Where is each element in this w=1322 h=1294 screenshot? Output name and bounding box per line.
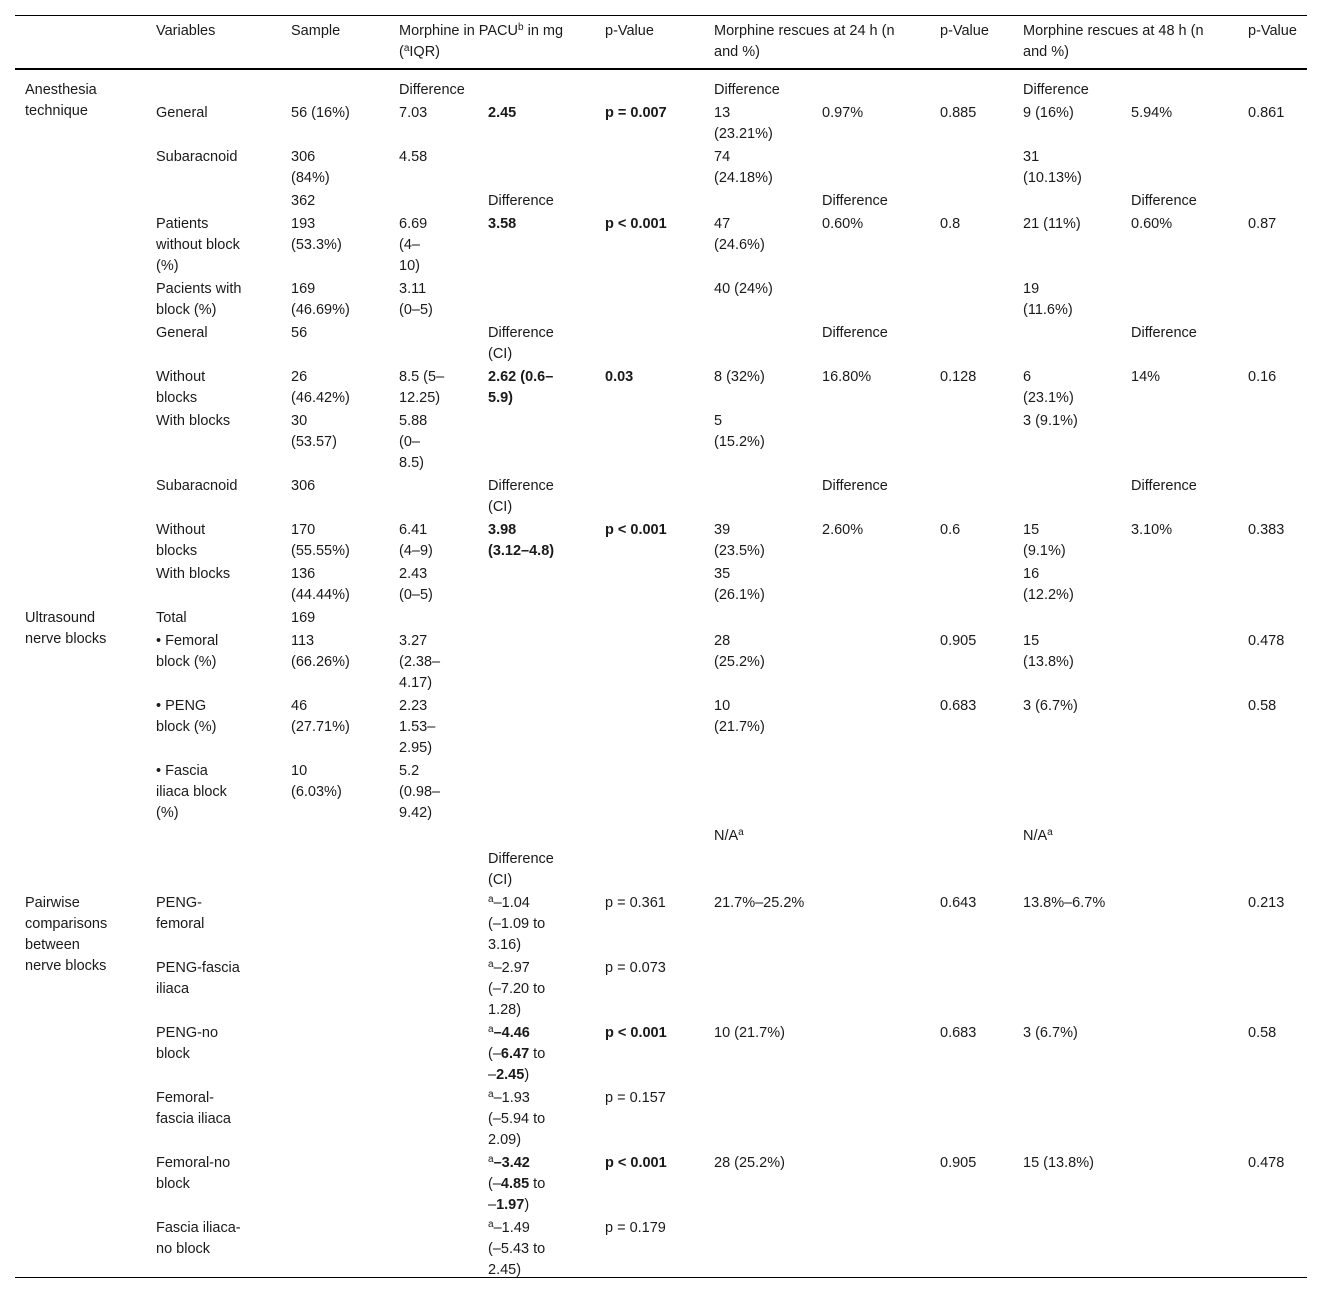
table-cell: Difference	[1131, 478, 1197, 494]
table-cell: $^a$–3.42 (–4.85 to –1.97)	[488, 1154, 546, 1213]
bold-text: 3.98 (3.12–4.8)	[488, 522, 555, 559]
table-cell: Difference	[822, 478, 888, 494]
table-cell: Difference	[822, 193, 888, 209]
row-label: Total	[156, 610, 187, 626]
row-label: Fascia iliaca- no block	[156, 1220, 241, 1257]
table-cell: 0.213	[1248, 895, 1285, 911]
table-cell: 0.383	[1248, 522, 1285, 538]
superscript-marker: a	[488, 894, 494, 905]
table-cell: 4.58	[399, 149, 428, 165]
superscript-marker: a	[488, 959, 494, 970]
table-cell: 0.58	[1248, 698, 1277, 714]
row-label: General	[156, 105, 208, 121]
table-cell: 16 (12.2%)	[1023, 566, 1074, 603]
row-label: Femoral- fascia iliaca	[156, 1090, 231, 1127]
table-cell: 8.5 (5– 12.25)	[399, 369, 445, 406]
table-cell: 169	[291, 610, 316, 626]
row-label: General	[156, 325, 208, 341]
bold-text: 0.03	[605, 369, 634, 385]
table-cell: 113 (66.26%)	[291, 633, 350, 670]
row-label: Without blocks	[156, 522, 206, 559]
bold-text: 4.85	[500, 1176, 530, 1192]
table-cell: 3.11 (0–5)	[399, 281, 433, 318]
table-cell	[605, 214, 667, 235]
table-cell: 10 (21.7%)	[714, 1025, 785, 1041]
table-cell: 0.885	[940, 105, 977, 121]
row-label: Subaracnoid	[156, 478, 238, 494]
superscript-marker: a	[1047, 827, 1053, 838]
superscript-marker: b	[518, 22, 524, 33]
table-cell: 10 (6.03%)	[291, 763, 342, 800]
table-cell: 3 (6.7%)	[1023, 1025, 1078, 1041]
table-cell: $^a$–1.93 (–5.94 to 2.09)	[488, 1089, 546, 1148]
table-cell: 26 (46.42%)	[291, 369, 350, 406]
table-cell: 13 (23.21%)	[714, 105, 773, 142]
table-cell: 15 (13.8%)	[1023, 1155, 1094, 1171]
table-cell: 0.905	[940, 1155, 977, 1171]
table-cell: 0.683	[940, 1025, 977, 1041]
table-cell: Difference	[488, 193, 554, 209]
bold-text: p = 0.007	[605, 105, 667, 121]
table-cell: 30 (53.57)	[291, 413, 337, 450]
table-cell: 6.41 (4–9)	[399, 522, 433, 559]
table-cell: 170 (55.55%)	[291, 522, 350, 559]
table-cell: 2.23 1.53– 2.95)	[399, 698, 436, 756]
table-cell	[605, 1153, 667, 1174]
table-cell: 14%	[1131, 369, 1161, 385]
table-cell: $^a$–2.97 (–7.20 to 1.28)	[488, 959, 546, 1018]
table-cell: 19 (11.6%)	[1023, 281, 1073, 318]
table-cell: 28 (25.2%)	[714, 633, 765, 670]
table-cell: $N/A^a$	[1023, 827, 1053, 844]
table-cell: p = 0.157	[605, 1090, 666, 1106]
table-cell: 0.58	[1248, 1025, 1277, 1041]
bold-text: p < 0.001	[605, 1025, 667, 1041]
table-cell: 15 (13.8%)	[1023, 633, 1074, 670]
table-cell: Difference	[1131, 193, 1197, 209]
superscript-marker: a	[738, 827, 744, 838]
table-cell: 0.478	[1248, 633, 1285, 649]
table-cell: Difference (CI)	[488, 325, 554, 362]
table-cell: 9 (16%)	[1023, 105, 1074, 121]
bold-text: p < 0.001	[605, 1155, 667, 1171]
table-cell: 5 (15.2%)	[714, 413, 765, 450]
top-rule	[15, 15, 1307, 16]
table-cell: Difference	[1131, 325, 1197, 341]
header-rule	[15, 68, 1307, 70]
table-cell	[488, 367, 553, 409]
table-cell: 3.10%	[1131, 522, 1173, 538]
table-cell: 0.683	[940, 698, 977, 714]
table-cell: 46 (27.71%)	[291, 698, 350, 735]
column-header: p-Value	[1248, 23, 1297, 39]
table-cell: 5.94%	[1131, 105, 1173, 121]
row-label: With blocks	[156, 566, 231, 582]
table-cell: 10 (21.7%)	[714, 698, 765, 735]
column-header: p-Value	[940, 23, 989, 39]
table-cell: Difference	[714, 82, 780, 98]
superscript-marker: a	[488, 1089, 494, 1100]
table-cell: 2.60%	[822, 522, 864, 538]
bold-text: 2.62 (0.6– 5.9)	[488, 369, 554, 406]
table-cell: 3 (9.1%)	[1023, 413, 1078, 429]
table-cell	[488, 520, 554, 562]
row-label: PENG-fascia iliaca	[156, 960, 240, 997]
table-cell: 47 (24.6%)	[714, 216, 765, 253]
table-cell	[605, 367, 633, 388]
row-label: PENG-no block	[156, 1025, 219, 1062]
table-cell: 13.8%–6.7%	[1023, 895, 1106, 911]
table-cell: 0.861	[1248, 105, 1285, 121]
table-cell: $^a$–1.04 (–1.09 to 3.16)	[488, 894, 546, 953]
table-cell: 56	[291, 325, 308, 341]
bold-text: 2.45	[488, 105, 517, 121]
table-cell: 40 (24%)	[714, 281, 773, 297]
bold-text: 2.45	[496, 1067, 525, 1083]
table-cell	[605, 103, 667, 124]
table-cell: 39 (23.5%)	[714, 522, 765, 559]
table-cell: 56 (16%)	[291, 105, 350, 121]
table-cell: 15 (9.1%)	[1023, 522, 1066, 559]
table-cell: p = 0.179	[605, 1220, 666, 1236]
table-cell: 3.27 (2.38– 4.17)	[399, 633, 441, 691]
column-header: Sample	[291, 23, 341, 39]
table-cell: 193 (53.3%)	[291, 216, 342, 253]
table-cell: Difference (CI)	[488, 851, 554, 888]
table-cell: p = 0.361	[605, 895, 666, 911]
table-cell: 74 (24.18%)	[714, 149, 773, 186]
bold-text: 3.58	[488, 216, 517, 232]
table-cell: 0.643	[940, 895, 977, 911]
table-cell: Difference (CI)	[488, 478, 554, 515]
superscript-marker: a	[488, 1024, 494, 1035]
table-cell	[605, 520, 667, 541]
table-cell: 362	[291, 193, 316, 209]
row-label: Femoral-no block	[156, 1155, 231, 1192]
table-cell: 6.69 (4– 10)	[399, 216, 428, 274]
table-cell: 7.03	[399, 105, 428, 121]
row-label: • Fascia iliaca block (%)	[156, 763, 227, 821]
bold-text: 1.97	[496, 1197, 525, 1213]
table-cell: Difference	[1023, 82, 1089, 98]
superscript-marker: a	[488, 1219, 494, 1230]
table-cell: 0.16	[1248, 369, 1277, 385]
table-cell: 0.6	[940, 522, 961, 538]
table-cell: 31 (10.13%)	[1023, 149, 1082, 186]
column-header: Morphine rescues at 48 h (n and %)	[1023, 23, 1204, 60]
table-cell: 0.60%	[1131, 216, 1173, 232]
table-cell: 3 (6.7%)	[1023, 698, 1078, 714]
table-cell: 169 (46.69%)	[291, 281, 350, 318]
row-group-label: Anesthesia technique	[25, 82, 97, 119]
column-header: p-Value	[605, 23, 654, 39]
superscript-marker: a	[403, 43, 410, 54]
table-cell: 306 (84%)	[291, 149, 330, 186]
table-cell: 0.478	[1248, 1155, 1285, 1171]
row-label: Subaracnoid	[156, 149, 238, 165]
bold-text: p < 0.001	[605, 216, 667, 232]
row-group-label: Ultrasound nerve blocks	[25, 610, 107, 647]
bold-text: p < 0.001	[605, 522, 667, 538]
table-cell: p = 0.073	[605, 960, 666, 976]
row-group-label: Pairwise comparisons between nerve blocks	[25, 895, 108, 974]
table-cell: 8 (32%)	[714, 369, 765, 385]
table-cell: 136 (44.44%)	[291, 566, 350, 603]
row-label: • PENG block (%)	[156, 698, 217, 735]
table-cell: 35 (26.1%)	[714, 566, 765, 603]
table-cell: 21 (11%)	[1023, 216, 1081, 232]
bold-text: –4.46	[493, 1025, 530, 1041]
table-cell: 16.80%	[822, 369, 872, 385]
row-label: Patients without block (%)	[156, 216, 240, 274]
table-cell	[488, 103, 516, 124]
bold-text: 6.47	[500, 1046, 530, 1062]
table-cell: 5.88 (0– 8.5)	[399, 413, 428, 471]
column-header: Morphine in PACU$^b$ in mg ($^a$IQR)	[399, 22, 564, 60]
row-label: With blocks	[156, 413, 231, 429]
table-cell: 5.2 (0.98– 9.42)	[399, 763, 441, 821]
table-cell: $^a$–1.49 (–5.43 to 2.45)	[488, 1219, 546, 1278]
table-cell: $N/A^a$	[714, 827, 744, 844]
table-cell: Difference	[399, 82, 465, 98]
table-cell	[488, 214, 516, 235]
table-cell: Difference	[822, 325, 888, 341]
table-cell: 6 (23.1%)	[1023, 369, 1074, 406]
table-cell	[605, 1023, 667, 1044]
table-cell: 2.43 (0–5)	[399, 566, 433, 603]
table-cell: 0.905	[940, 633, 977, 649]
table-cell: $^a$–4.46 (–6.47 to –2.45)	[488, 1024, 546, 1083]
table-cell: 0.128	[940, 369, 977, 385]
row-label: PENG- femoral	[156, 895, 205, 932]
table-cell: 306	[291, 478, 316, 494]
row-label: Without blocks	[156, 369, 206, 406]
table-cell: 0.87	[1248, 216, 1277, 232]
superscript-marker: a	[488, 1154, 494, 1165]
table-cell: 0.60%	[822, 216, 864, 232]
table-cell: 0.97%	[822, 105, 864, 121]
bold-text: –3.42	[493, 1155, 530, 1171]
table-cell: 21.7%–25.2%	[714, 895, 805, 911]
table-cell: 0.8	[940, 216, 961, 232]
table-cell: 28 (25.2%)	[714, 1155, 785, 1171]
bottom-rule	[15, 1277, 1307, 1278]
column-header: Variables	[156, 23, 216, 39]
column-header: Morphine rescues at 24 h (n and %)	[714, 23, 895, 60]
row-label: • Femoral block (%)	[156, 633, 219, 670]
row-label: Pacients with block (%)	[156, 281, 242, 318]
